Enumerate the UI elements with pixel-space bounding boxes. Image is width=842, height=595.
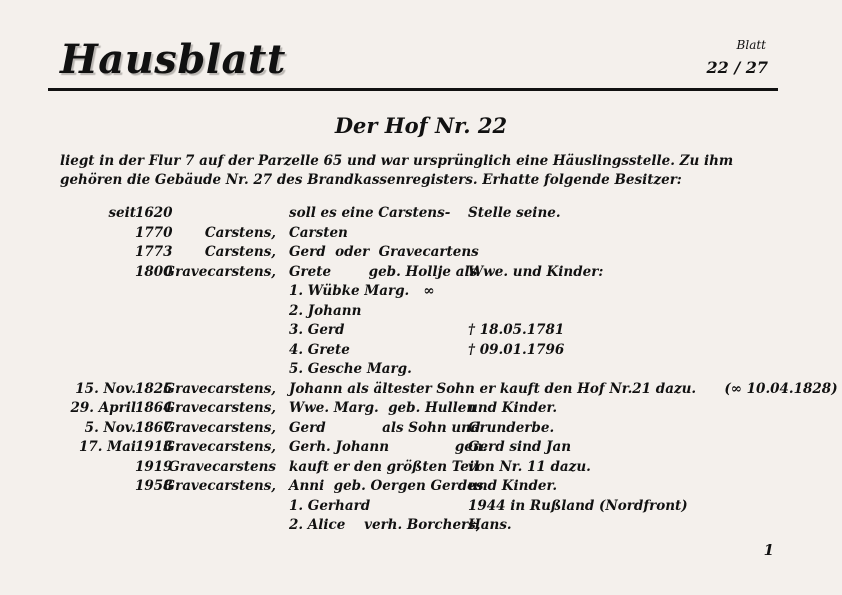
row-text: 5. Gesche Marg.	[289, 361, 412, 377]
row-remark: † 09.01.1796	[468, 341, 565, 358]
row-text: Grete geb. Hollje als	[289, 263, 478, 280]
row-date: 17. Mai	[78, 439, 136, 455]
row-name: Gravecarstens,	[163, 380, 276, 397]
row-date: seit	[108, 205, 136, 221]
row-year: 1825	[135, 380, 173, 397]
row-text: kauft er den größten Teil	[289, 458, 480, 475]
blatt-label: Blatt	[736, 38, 766, 52]
row-text: 1. Gerhard	[289, 497, 371, 514]
row-remark: Hans.	[468, 517, 512, 533]
row-name: Gravecarstens,	[163, 478, 276, 494]
row-text: 2. Alice verh. Borchers,	[289, 517, 481, 533]
row-remark: und Kinder.	[468, 478, 558, 494]
row-text: Gerh. Johann gen.	[289, 439, 488, 455]
row-text: 2. Johann	[289, 302, 362, 319]
page-title: Hausblatt	[60, 36, 286, 83]
row-year: 1773	[135, 244, 173, 260]
row-date: 5. Nov.	[84, 419, 136, 436]
row-year: 1958	[135, 478, 173, 494]
row-text: Carsten	[289, 224, 348, 241]
row-year: 1867	[135, 419, 173, 436]
row-text: Johann als ältester Sohn er kauft den Hof Nr.21 dazu. (∞ 10.04.1828)	[289, 380, 838, 397]
row-text: 3. Gerd	[289, 322, 345, 338]
row-name: Gravecarstens,	[163, 400, 276, 416]
row-date: 15. Nov.	[75, 380, 136, 397]
row-remark: Wwe. und Kinder:	[468, 263, 604, 280]
row-remark: von Nr. 11 dazu.	[468, 458, 591, 475]
row-date: 29. April	[70, 400, 136, 416]
row-text: Anni geb. Oergen Gerdes	[289, 478, 484, 494]
intro-text: liegt in der Flur 7 auf der Parzelle 65 und war ursprünglich eine Häuslingsstelle. Zu ihm gehören die Gebäude Nr. 27 des Brandkassenregisters. Erhatte folgende Besitzer:	[60, 153, 734, 188]
row-year: 1620	[135, 205, 173, 221]
row-year: 1913	[135, 439, 173, 455]
row-name: Carstens,	[204, 244, 276, 260]
row-text: 4. Grete	[289, 341, 350, 358]
row-text: Gerd als Sohn und	[289, 419, 481, 436]
row-year: 1919	[135, 458, 173, 475]
row-year: 1800	[135, 263, 173, 280]
row-text: 1. Wübke Marg. ∞	[289, 283, 435, 299]
row-name: Carstens,	[204, 224, 276, 241]
row-text: Gerd oder Gravecartens	[289, 244, 479, 260]
page-number: 1	[763, 541, 774, 559]
row-remark: † 18.05.1781	[468, 322, 565, 338]
header-rule	[48, 88, 778, 91]
row-name: Gravecarstens,	[163, 263, 276, 280]
row-remark: und Kinder.	[468, 400, 558, 416]
row-remark: Stelle seine.	[468, 205, 561, 221]
row-year: 1770	[135, 224, 173, 241]
row-remark: Gerd sind Jan	[468, 439, 572, 455]
row-remark: Grunderbe.	[468, 419, 555, 436]
page-subtitle: Der Hof Nr. 22	[334, 113, 508, 138]
row-text: soll es eine Carstens-	[289, 205, 451, 221]
row-year: 1864	[135, 400, 173, 416]
row-text: Wwe. Marg. geb. Hullen	[289, 400, 477, 416]
row-remark: 1944 in Rußland (Nordfront)	[468, 497, 688, 514]
row-name: Gravecarstens	[168, 458, 276, 475]
row-name: Gravecarstens,	[163, 439, 276, 455]
row-name: Gravecarstens,	[163, 419, 276, 436]
blatt-number: 22 / 27	[706, 58, 768, 77]
